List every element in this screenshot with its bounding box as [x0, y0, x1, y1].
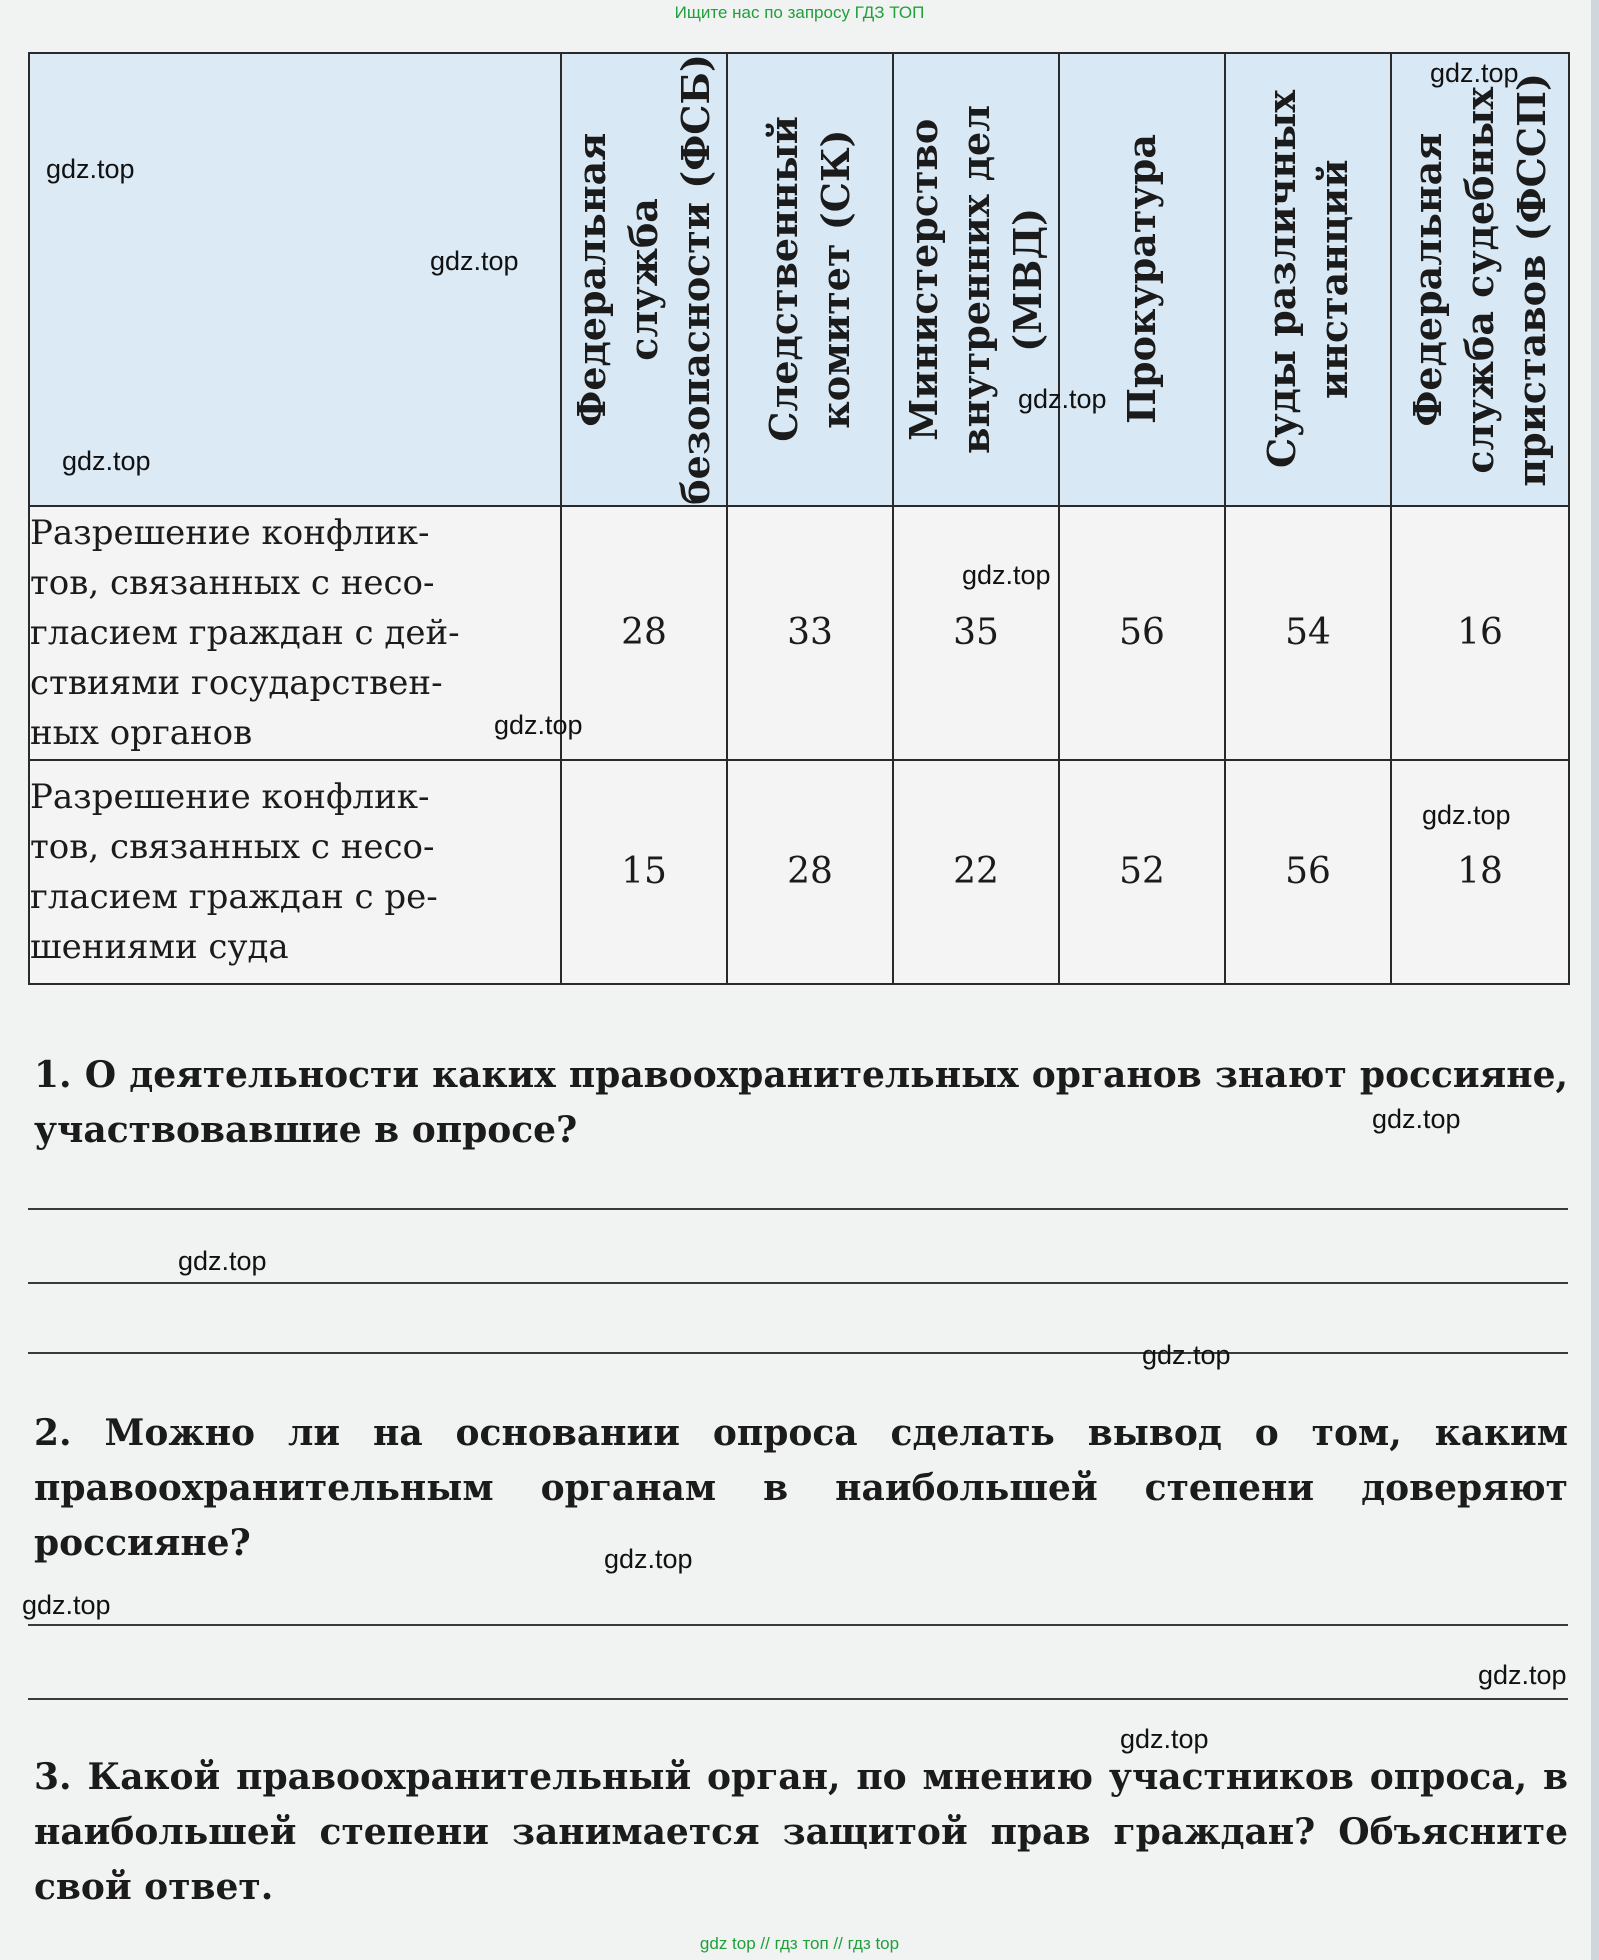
table-cell: 54 — [1225, 506, 1391, 760]
bottom-banner[interactable]: gdz top // гдз топ // гдз top — [699, 1934, 900, 1953]
question-2: 2. Можно ли на основании опроса сделать вывод о том, каким правоохранительным органам в наибольшей степени доверяют россияне? — [34, 1412, 1568, 1564]
table-cell: 22 — [893, 760, 1059, 984]
table-cell: 35 — [893, 506, 1059, 760]
answer-line[interactable] — [28, 1208, 1568, 1210]
answer-line[interactable] — [28, 1282, 1568, 1284]
table-row — [29, 760, 1569, 984]
watermark: gdz.top — [178, 1246, 267, 1276]
top-banner[interactable]: Ищите нас по запросу ГДЗ ТОП — [674, 3, 925, 22]
column-header-mvd: Министерство внутренних дел (МВД) — [893, 53, 1059, 506]
row-label: Разрешение конфлик- тов, связанных с несо- гласием граждан с дей- ствиями государствен- ных органов — [29, 506, 561, 760]
answer-line[interactable] — [28, 1352, 1568, 1354]
answer-line[interactable] — [28, 1698, 1568, 1700]
table-cell: 56 — [1225, 760, 1391, 984]
watermark: gdz.top — [1142, 1340, 1231, 1370]
column-header-courts: Суды различных инстанций — [1225, 53, 1391, 506]
table-cell: 28 — [727, 760, 893, 984]
column-header-fsb: Федеральная служба безопасности (ФСБ) — [561, 53, 727, 506]
watermark: gdz.top — [430, 246, 519, 276]
question-1: 1. О деятельности каких правоохранительных органов знают россияне, участвовавшие в опросе? — [34, 1054, 1568, 1151]
column-header-prosecutor: Прокуратура — [1059, 53, 1225, 506]
column-header-fssp: Федеральная служба судебных приставов (ФССП) — [1391, 53, 1569, 506]
survey-table — [28, 52, 1570, 985]
table-cell: 28 — [561, 506, 727, 760]
watermark: gdz.top — [1018, 384, 1107, 414]
page-edge — [1591, 0, 1599, 1960]
table-cell: 18 — [1391, 760, 1569, 984]
watermark: gdz.top — [1120, 1724, 1209, 1754]
watermark: gdz.top — [962, 560, 1051, 590]
watermark: gdz.top — [1372, 1104, 1461, 1134]
table-header-row — [29, 53, 1569, 506]
table-cell: 56 — [1059, 506, 1225, 760]
table-cell: 52 — [1059, 760, 1225, 984]
table-corner-cell — [29, 53, 561, 506]
watermark: gdz.top — [22, 1590, 111, 1620]
watermark: gdz.top — [1478, 1660, 1567, 1690]
watermark: gdz.top — [494, 710, 583, 740]
watermark: gdz.top — [62, 446, 151, 476]
watermark: gdz.top — [604, 1544, 693, 1574]
column-header-sk: Следственный комитет (СК) — [727, 53, 893, 506]
question-3: 3. Какой правоохранительный орган, по мнению участников опроса, в наибольшей степени занимается защитой прав граждан? Объясните свой ответ. — [34, 1756, 1568, 1908]
watermark: gdz.top — [1422, 800, 1511, 830]
table-cell: 16 — [1391, 506, 1569, 760]
table-cell: 15 — [561, 760, 727, 984]
row-label: Разрешение конфлик- тов, связанных с несо- гласием граждан с ре- шениями суда — [29, 760, 561, 984]
watermark: gdz.top — [46, 154, 135, 184]
table-row — [29, 506, 1569, 760]
answer-line[interactable] — [28, 1624, 1568, 1626]
table-cell: 33 — [727, 506, 893, 760]
watermark: gdz.top — [1430, 58, 1519, 88]
